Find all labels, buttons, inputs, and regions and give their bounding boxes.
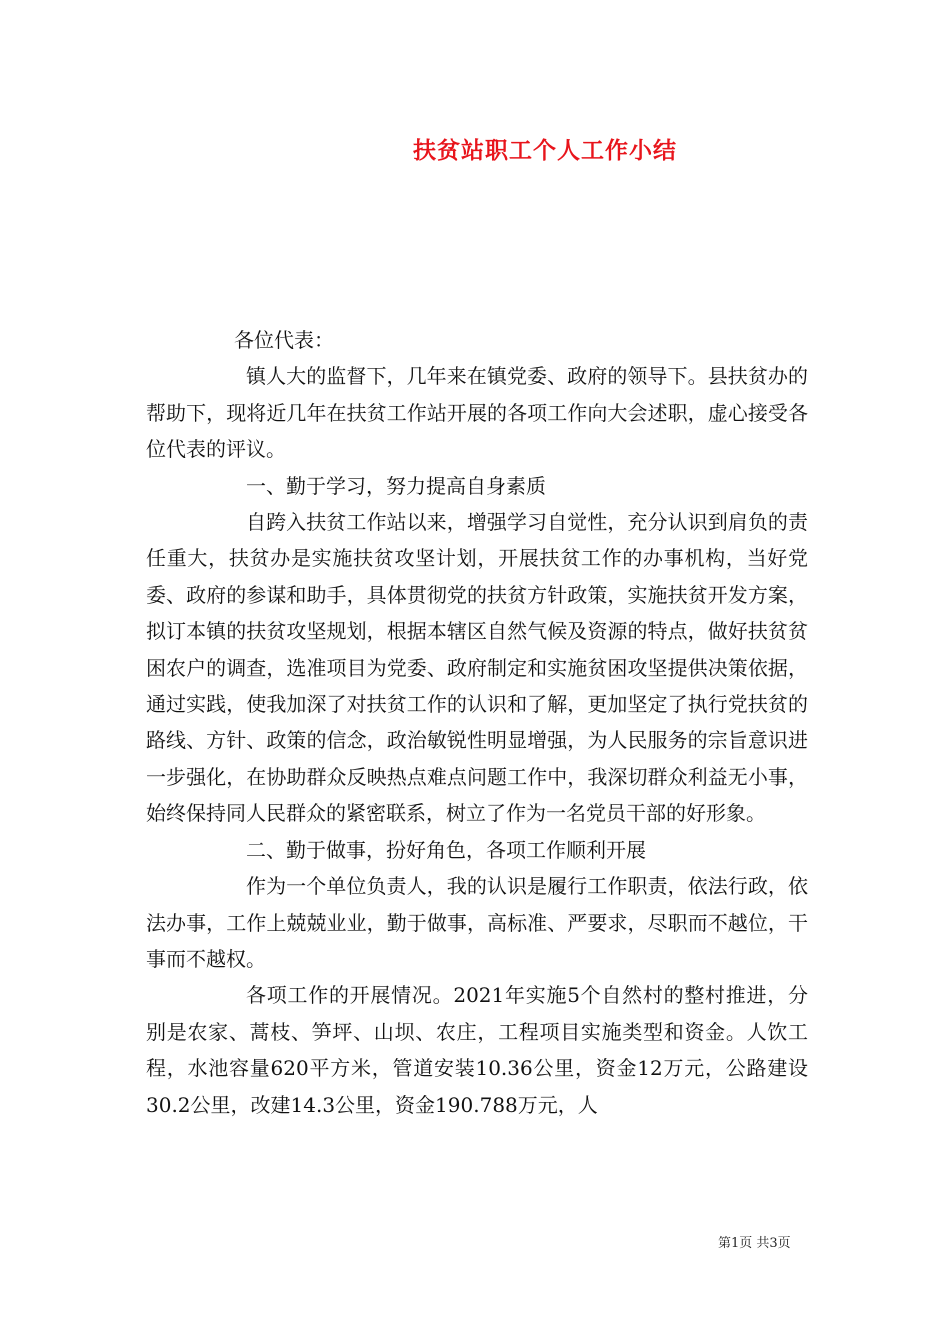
section-heading: 二、勤于做事，扮好角色，各项工作顺利开展 (246, 837, 646, 862)
paragraph: 各项工作的开展情况。2021年实施5个自然村的整村推进，分别是农家、蒿枝、笋坪、山坝、农庄，工程项目实施类型和资金。人饮工程，水池容量620平方米，管道安装10.36公里，资金12万元，公路建设30.2公里，改建14.3公里，资金190.788万元，人 (146, 983, 808, 1117)
page-number: 第1页 共3页 (718, 1236, 791, 1251)
document-body (146, 322, 808, 1123)
paragraph: 自跨入扶贫工作站以来，增强学习自觉性，充分认识到肩负的责任重大，扶贫办是实施扶贫攻坚计划，开展扶贫工作的办事机构，当好党委、政府的参谋和助手，具体贯彻党的扶贫方针政策，实施扶贫开发方案，拟订本镇的扶贫攻坚规划，根据本辖区自然气候及资源的特点，做好扶贫贫困农户的调查，选准项目为党委、政府制定和实施贫困攻坚提供决策依据，通过实践，使我加深了对扶贫工作的认识和了解，更加坚定了执行党扶贫的路线、方针、政策的信念，政治敏锐性明显增强，为人民服务的宗旨意识进一步强化，在协助群众反映热点难点问题工作中，我深切群众利益无小事，始终保持同人民群众的紧密联系，树立了作为一名党员干部的好形象。 (146, 510, 808, 826)
paragraph: 作为一个单位负责人，我的认识是履行工作职责，依法行政，依法办事，工作上兢兢业业，勤于做事，高标准、严要求，尽职而不越位，干事而不越权。 (146, 874, 808, 971)
section-heading: 一、勤于学习，努力提高自身素质 (246, 473, 546, 498)
document-title: 扶贫站职工个人工作小结 (413, 137, 677, 164)
paragraph: 镇人大的监督下，几年来在镇党委、政府的领导下。县扶贫办的帮助下，现将近几年在扶贫工作站开展的各项工作向大会述职，虚心接受各位代表的评议。 (146, 364, 808, 462)
salutation: 各位代表： (234, 328, 334, 352)
